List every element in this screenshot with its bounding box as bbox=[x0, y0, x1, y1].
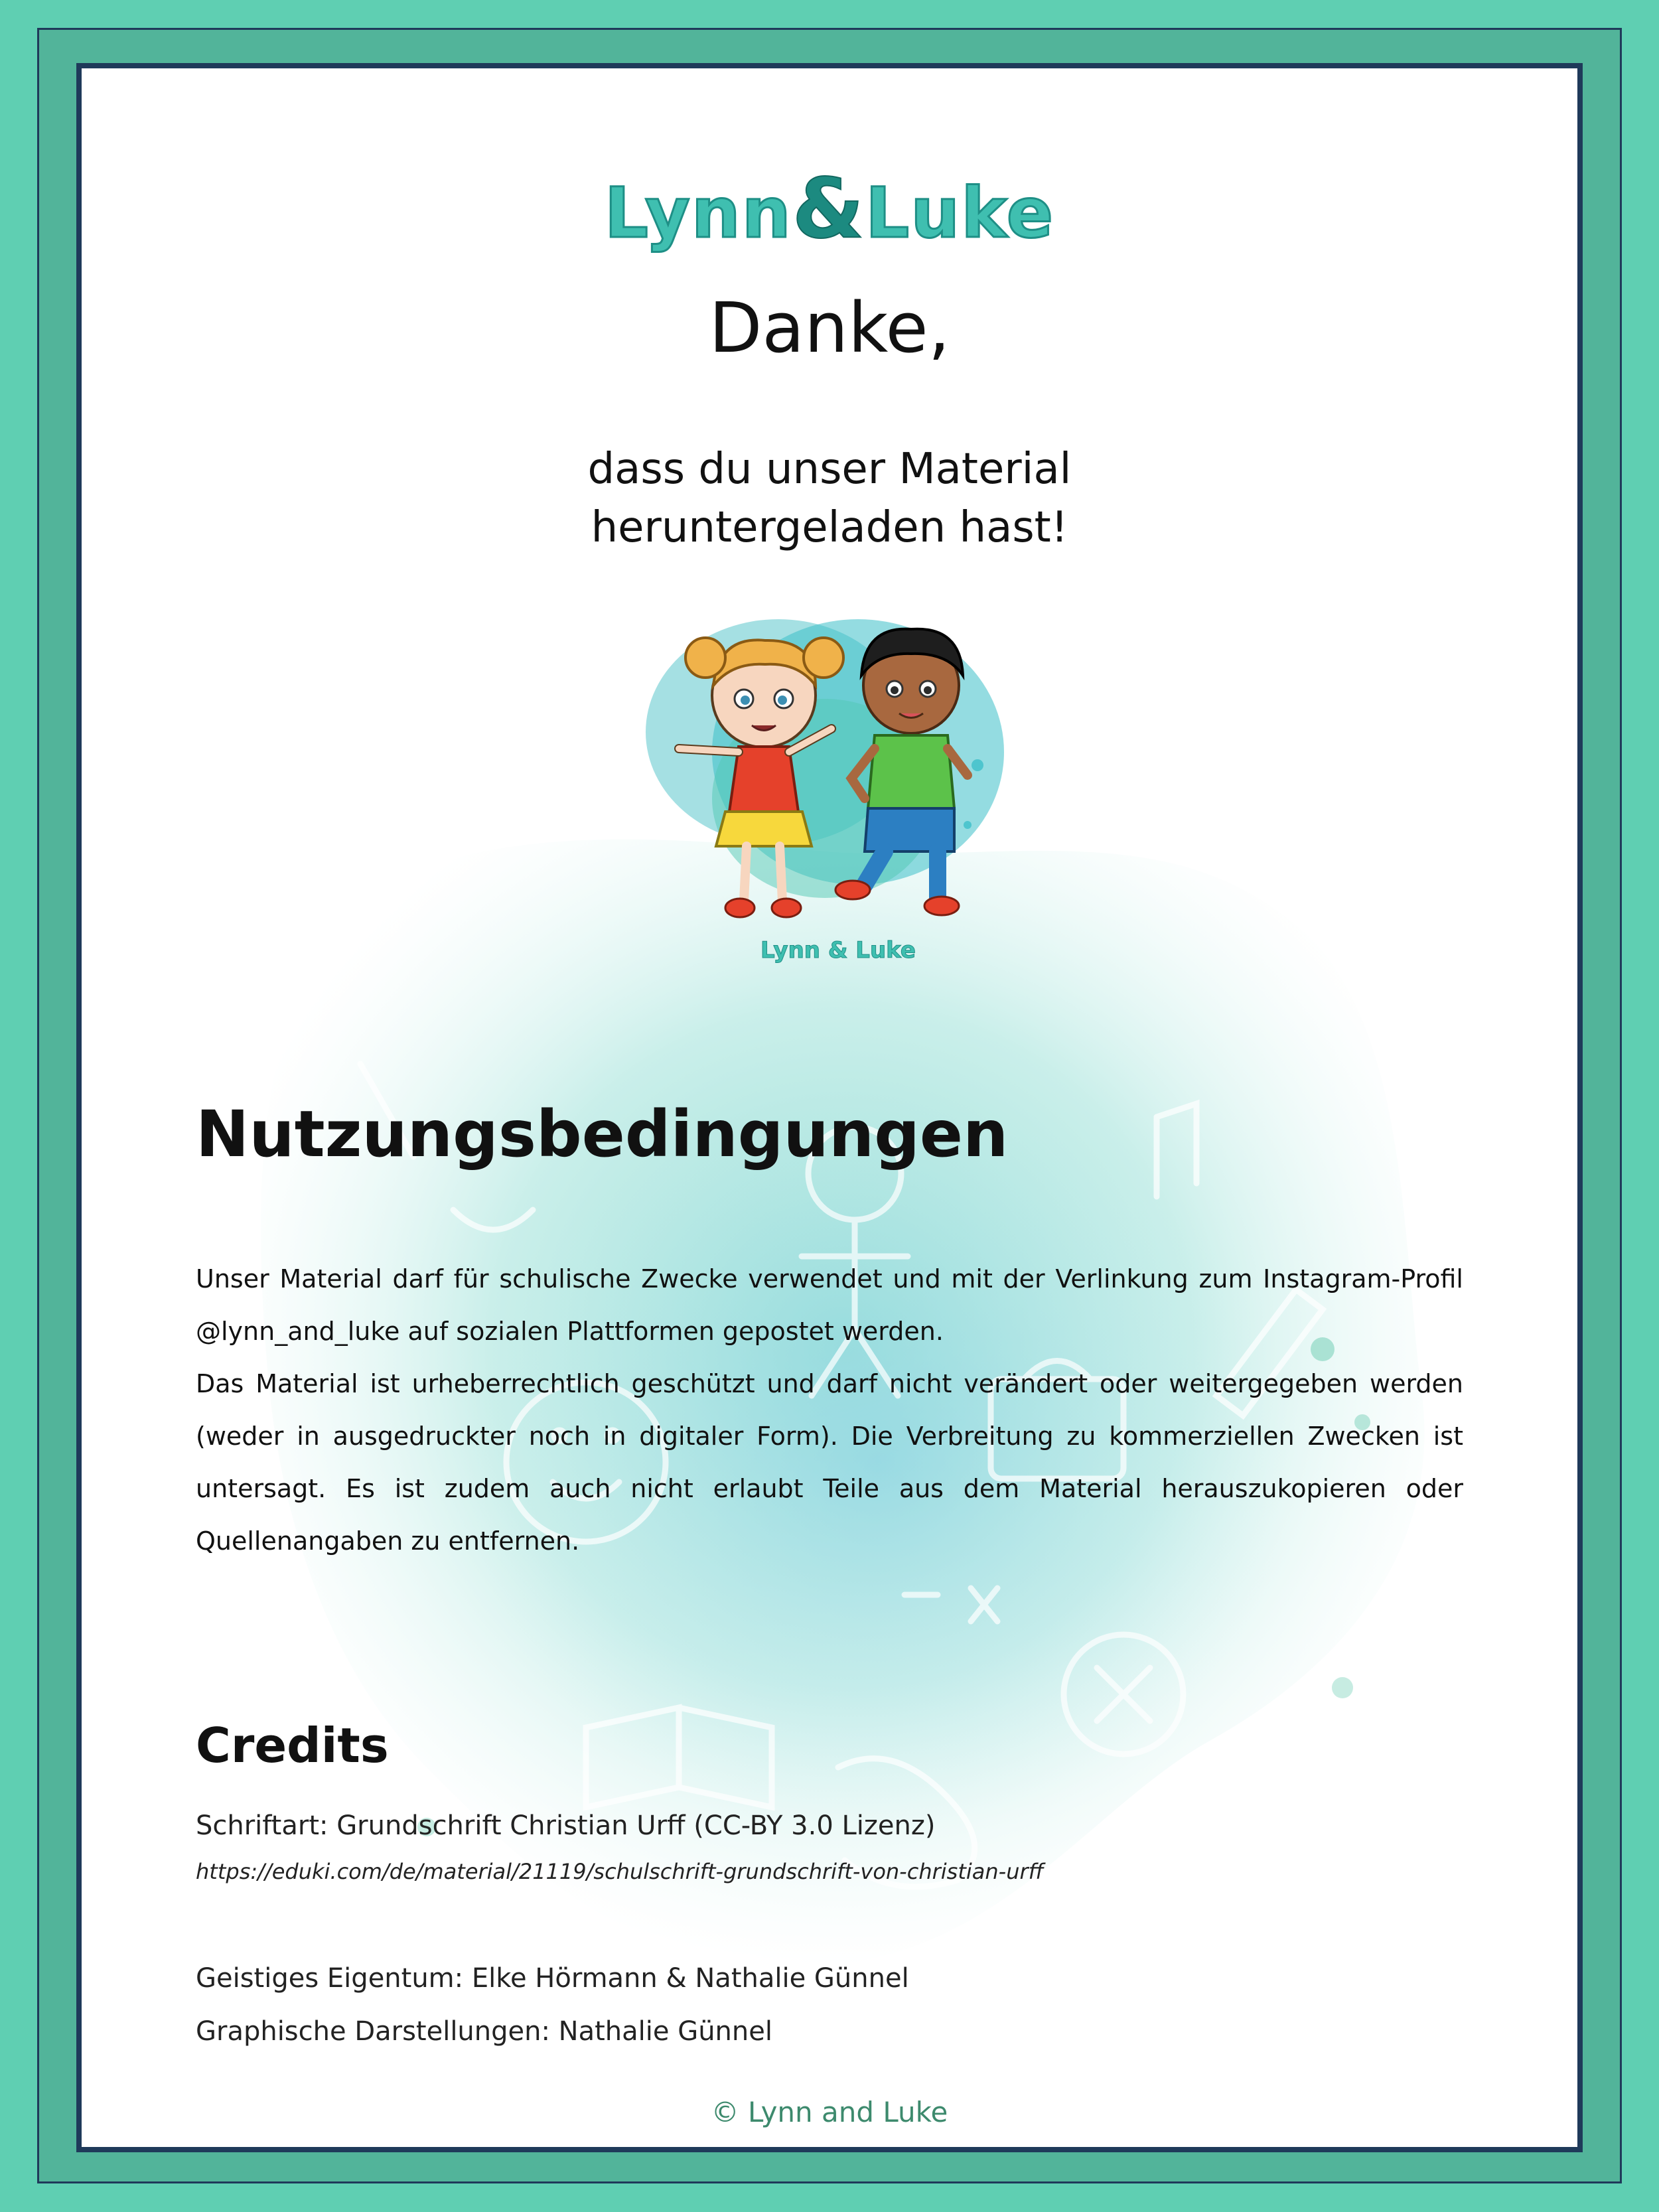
credits-heading: Credits bbox=[196, 1718, 389, 1773]
page-sheet bbox=[76, 63, 1583, 2152]
brand-logo bbox=[82, 161, 1577, 257]
illustration-caption: Lynn & Luke bbox=[760, 937, 916, 964]
credit-font-line: Schriftart: Grundschrift Christian Urff (CC-BY 3.0 Lizenz) bbox=[196, 1810, 936, 1841]
terms-heading: Nutzungsbedingungen bbox=[196, 1097, 1009, 1171]
brand-logo-ampersand: & bbox=[792, 161, 865, 257]
page-title: Danke, bbox=[709, 287, 950, 368]
credit-font-url[interactable]: https://eduki.com/de/material/21119/schulschrift-grundschrift-von-christian-urff bbox=[196, 1859, 1044, 1884]
kids-illustration bbox=[666, 599, 1011, 971]
footer-copyright: © Lynn and Luke bbox=[711, 2096, 948, 2128]
terms-text bbox=[196, 1253, 1463, 1568]
terms-paragraph-1: Unser Material darf für schulische Zwecke verwendet und mit der Verlinkung zum Instagram-Profil @lynn_and_luke auf sozialen Plattformen gepostet werden. bbox=[196, 1264, 1463, 1346]
brand-logo-part1: Lynn bbox=[604, 173, 792, 254]
page-subtitle bbox=[82, 440, 1577, 557]
brand-logo-part2: Luke bbox=[865, 173, 1055, 254]
credit-ip-line: Geistiges Eigentum: Elke Hörmann & Nathalie Günnel bbox=[196, 1963, 909, 1994]
subtitle-line-2: heruntergeladen hast! bbox=[591, 503, 1068, 552]
subtitle-line-1: dass du unser Material bbox=[587, 445, 1072, 494]
credit-graphics-line: Graphische Darstellungen: Nathalie Günnel bbox=[196, 2016, 772, 2047]
terms-paragraph-2: Das Material ist urheberrechtlich geschützt und darf nicht verändert oder weitergegeben werden (weder in ausgedruckter noch in digitaler Form). Die Verbreitung zu kommerziellen Zwecken ist untersagt. Es ist zudem auch nicht erlaubt Teile aus dem Material herauszukopieren oder Quellenangaben zu entfernen. bbox=[196, 1369, 1463, 1556]
